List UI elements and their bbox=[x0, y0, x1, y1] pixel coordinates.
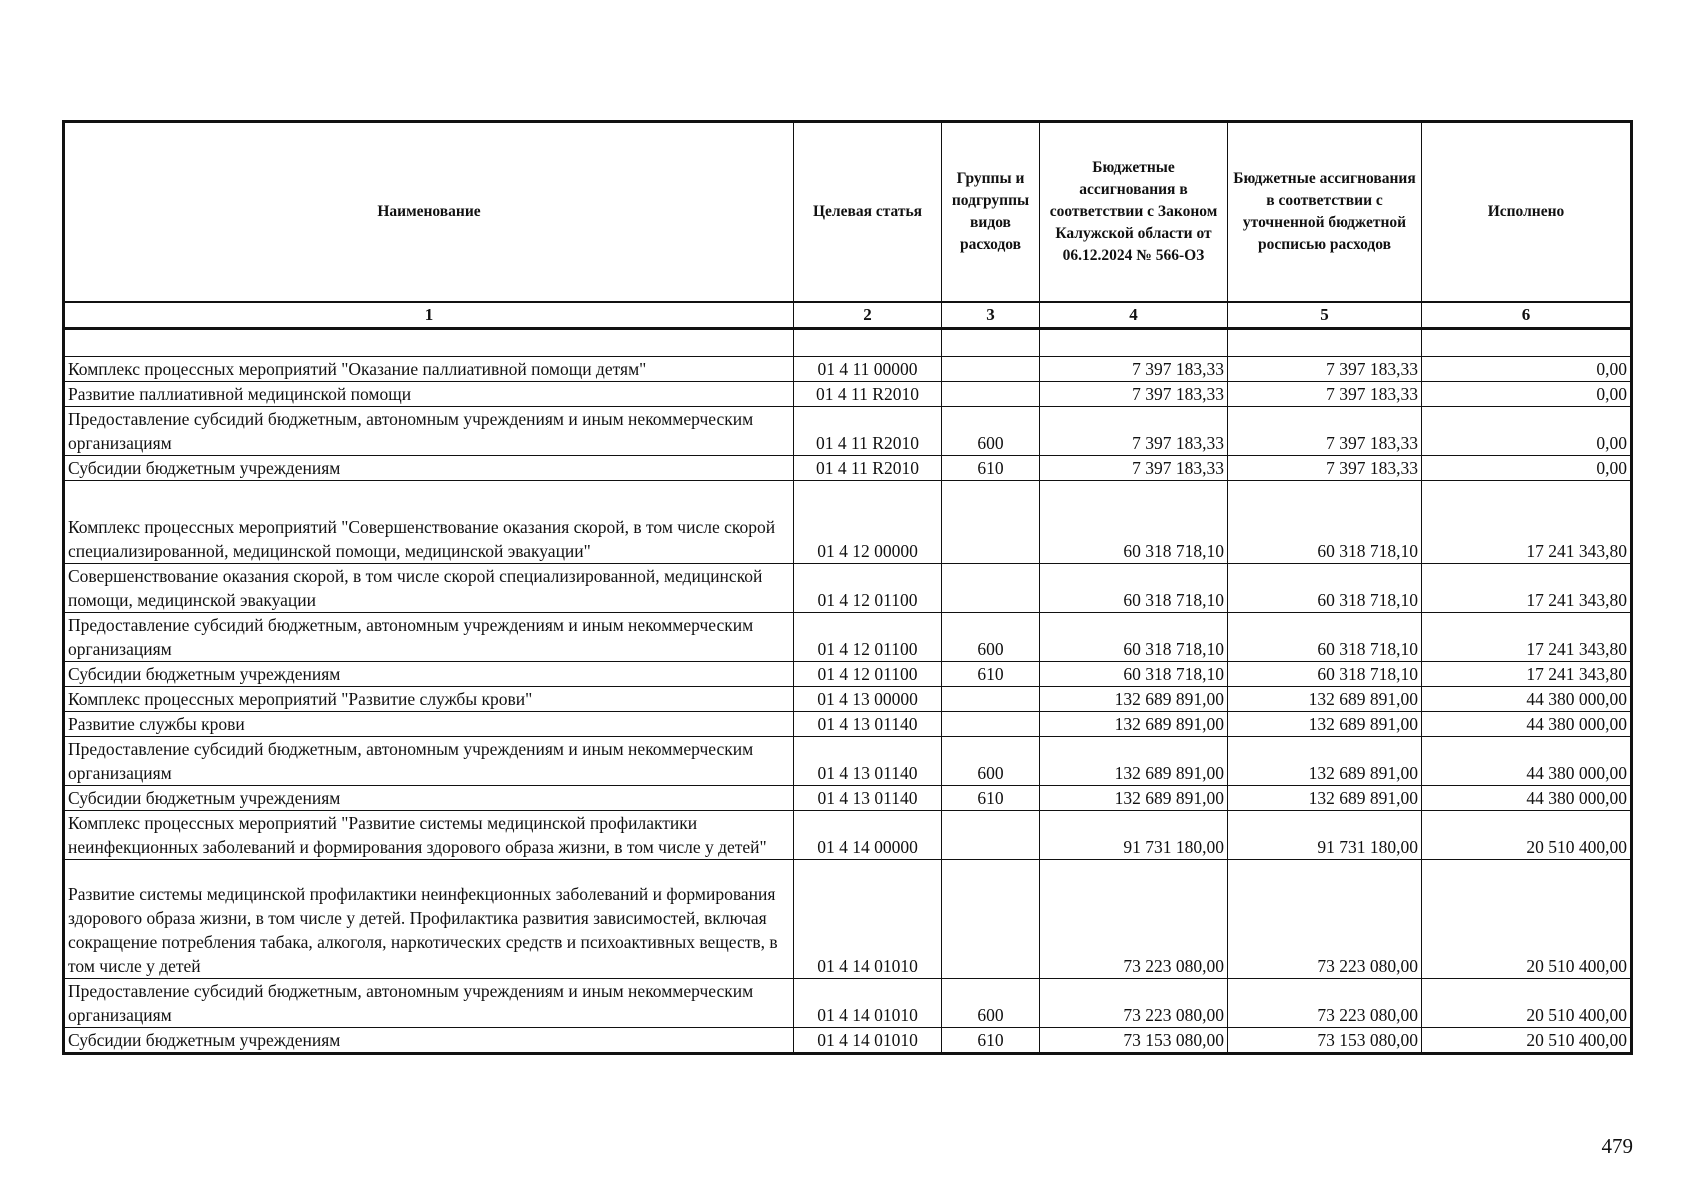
row-executed-amount: 20 510 400,00 bbox=[1422, 1028, 1632, 1054]
row-target-code: 01 4 11 R2010 bbox=[794, 382, 942, 407]
row-law-amount: 60 318 718,10 bbox=[1040, 613, 1228, 662]
row-name: Субсидии бюджетным учреждениям bbox=[64, 1028, 794, 1054]
row-executed-amount: 44 380 000,00 bbox=[1422, 687, 1632, 712]
row-target-code: 01 4 12 01100 bbox=[794, 662, 942, 687]
row-plan-amount: 132 689 891,00 bbox=[1228, 687, 1422, 712]
row-target-code: 01 4 11 00000 bbox=[794, 357, 942, 382]
row-expense-group bbox=[942, 860, 1040, 979]
row-plan-amount: 91 731 180,00 bbox=[1228, 811, 1422, 860]
row-expense-group: 610 bbox=[942, 786, 1040, 811]
row-expense-group: 610 bbox=[942, 456, 1040, 481]
row-expense-group bbox=[942, 811, 1040, 860]
row-plan-amount: 132 689 891,00 bbox=[1228, 737, 1422, 786]
row-executed-amount: 0,00 bbox=[1422, 456, 1632, 481]
row-executed-amount: 17 241 343,80 bbox=[1422, 662, 1632, 687]
row-executed-amount: 0,00 bbox=[1422, 382, 1632, 407]
table-body bbox=[64, 329, 1632, 1054]
row-executed-amount: 20 510 400,00 bbox=[1422, 860, 1632, 979]
row-law-amount: 132 689 891,00 bbox=[1040, 712, 1228, 737]
row-name: Предоставление субсидий бюджетным, автономным учреждениям и иным некоммерческим организациям bbox=[64, 407, 794, 456]
row-executed-amount: 44 380 000,00 bbox=[1422, 786, 1632, 811]
row-executed-amount: 17 241 343,80 bbox=[1422, 564, 1632, 613]
table-row bbox=[64, 860, 1632, 979]
row-plan-amount: 60 318 718,10 bbox=[1228, 564, 1422, 613]
row-plan-amount: 60 318 718,10 bbox=[1228, 662, 1422, 687]
row-executed-amount: 20 510 400,00 bbox=[1422, 811, 1632, 860]
row-executed-amount: 20 510 400,00 bbox=[1422, 979, 1632, 1028]
row-law-amount: 7 397 183,33 bbox=[1040, 382, 1228, 407]
header-name: Наименование bbox=[64, 122, 794, 303]
row-executed-amount: 0,00 bbox=[1422, 407, 1632, 456]
row-plan-amount: 7 397 183,33 bbox=[1228, 456, 1422, 481]
spacer-cell bbox=[1228, 329, 1422, 357]
row-name: Развитие службы крови bbox=[64, 712, 794, 737]
row-expense-group: 600 bbox=[942, 979, 1040, 1028]
row-target-code: 01 4 14 01010 bbox=[794, 1028, 942, 1054]
row-name: Предоставление субсидий бюджетным, автономным учреждениям и иным некоммерческим организациям bbox=[64, 979, 794, 1028]
row-target-code: 01 4 12 01100 bbox=[794, 613, 942, 662]
row-plan-amount: 132 689 891,00 bbox=[1228, 786, 1422, 811]
row-plan-amount: 73 223 080,00 bbox=[1228, 979, 1422, 1028]
row-executed-amount: 44 380 000,00 bbox=[1422, 712, 1632, 737]
row-target-code: 01 4 11 R2010 bbox=[794, 407, 942, 456]
column-number: 4 bbox=[1040, 302, 1228, 329]
table-row bbox=[64, 613, 1632, 662]
table-row bbox=[64, 456, 1632, 481]
row-name: Комплекс процессных мероприятий "Развитие службы крови" bbox=[64, 687, 794, 712]
row-expense-group bbox=[942, 382, 1040, 407]
table-row bbox=[64, 979, 1632, 1028]
table-row bbox=[64, 382, 1632, 407]
row-name: Комплекс процессных мероприятий "Совершенствование оказания скорой, в том числе скорой специализированной, медицинской помощи, медицинской эвакуации" bbox=[64, 481, 794, 564]
table-row bbox=[64, 687, 1632, 712]
row-law-amount: 7 397 183,33 bbox=[1040, 357, 1228, 382]
row-plan-amount: 60 318 718,10 bbox=[1228, 481, 1422, 564]
row-target-code: 01 4 13 01140 bbox=[794, 737, 942, 786]
row-executed-amount: 17 241 343,80 bbox=[1422, 481, 1632, 564]
table-row bbox=[64, 737, 1632, 786]
table-row bbox=[64, 481, 1632, 564]
spacer-cell bbox=[1040, 329, 1228, 357]
column-number: 2 bbox=[794, 302, 942, 329]
row-expense-group: 610 bbox=[942, 662, 1040, 687]
row-target-code: 01 4 14 01010 bbox=[794, 979, 942, 1028]
row-plan-amount: 7 397 183,33 bbox=[1228, 357, 1422, 382]
row-law-amount: 7 397 183,33 bbox=[1040, 407, 1228, 456]
row-executed-amount: 0,00 bbox=[1422, 357, 1632, 382]
row-name: Развитие системы медицинской профилактики неинфекционных заболеваний и формирования здорового образа жизни, в том числе у детей. Профилактика развития зависимостей, включая сокращение потребления табака, алкоголя, наркотических средств и психоактивных веществ, в том числе у детей bbox=[64, 860, 794, 979]
table-row bbox=[64, 564, 1632, 613]
row-name: Субсидии бюджетным учреждениям bbox=[64, 786, 794, 811]
row-plan-amount: 7 397 183,33 bbox=[1228, 382, 1422, 407]
row-plan-amount: 7 397 183,33 bbox=[1228, 407, 1422, 456]
table-header bbox=[64, 122, 1632, 329]
table-row bbox=[64, 357, 1632, 382]
row-target-code: 01 4 14 00000 bbox=[794, 811, 942, 860]
header-expense-groups: Группы и подгруппы видов расходов bbox=[942, 122, 1040, 303]
column-number-row bbox=[64, 302, 1632, 329]
row-expense-group: 600 bbox=[942, 613, 1040, 662]
row-law-amount: 60 318 718,10 bbox=[1040, 564, 1228, 613]
row-plan-amount: 132 689 891,00 bbox=[1228, 712, 1422, 737]
row-law-amount: 132 689 891,00 bbox=[1040, 737, 1228, 786]
row-target-code: 01 4 14 01010 bbox=[794, 860, 942, 979]
page-number: 479 bbox=[1601, 1134, 1633, 1158]
table-row bbox=[64, 662, 1632, 687]
row-law-amount: 60 318 718,10 bbox=[1040, 481, 1228, 564]
row-plan-amount: 60 318 718,10 bbox=[1228, 613, 1422, 662]
row-expense-group bbox=[942, 687, 1040, 712]
row-law-amount: 132 689 891,00 bbox=[1040, 687, 1228, 712]
budget-table bbox=[62, 120, 1633, 1055]
row-law-amount: 73 223 080,00 bbox=[1040, 979, 1228, 1028]
table-row bbox=[64, 786, 1632, 811]
row-plan-amount: 73 223 080,00 bbox=[1228, 860, 1422, 979]
row-name: Комплекс процессных мероприятий "Оказание паллиативной помощи детям" bbox=[64, 357, 794, 382]
row-law-amount: 73 153 080,00 bbox=[1040, 1028, 1228, 1054]
row-name: Субсидии бюджетным учреждениям bbox=[64, 662, 794, 687]
header-target-article: Целевая статья bbox=[794, 122, 942, 303]
table-row bbox=[64, 1028, 1632, 1054]
row-expense-group bbox=[942, 712, 1040, 737]
header-refined-allocations: Бюджетные ассигнования в соответствии с уточненной бюджетной росписью расходов bbox=[1228, 122, 1422, 303]
row-law-amount: 91 731 180,00 bbox=[1040, 811, 1228, 860]
row-target-code: 01 4 12 00000 bbox=[794, 481, 942, 564]
row-expense-group: 600 bbox=[942, 737, 1040, 786]
row-plan-amount: 73 153 080,00 bbox=[1228, 1028, 1422, 1054]
row-law-amount: 73 223 080,00 bbox=[1040, 860, 1228, 979]
row-expense-group: 610 bbox=[942, 1028, 1040, 1054]
row-executed-amount: 44 380 000,00 bbox=[1422, 737, 1632, 786]
row-expense-group: 600 bbox=[942, 407, 1040, 456]
row-expense-group bbox=[942, 357, 1040, 382]
row-executed-amount: 17 241 343,80 bbox=[1422, 613, 1632, 662]
row-law-amount: 60 318 718,10 bbox=[1040, 662, 1228, 687]
row-name: Предоставление субсидий бюджетным, автономным учреждениям и иным некоммерческим организациям bbox=[64, 613, 794, 662]
row-name: Совершенствование оказания скорой, в том числе скорой специализированной, медицинской помощи, медицинской эвакуации bbox=[64, 564, 794, 613]
row-name: Комплекс процессных мероприятий "Развитие системы медицинской профилактики неинфекционных заболеваний и формирования здорового образа жизни, в том числе у детей" bbox=[64, 811, 794, 860]
header-executed: Исполнено bbox=[1422, 122, 1632, 303]
spacer-cell bbox=[942, 329, 1040, 357]
row-name: Развитие паллиативной медицинской помощи bbox=[64, 382, 794, 407]
table-row bbox=[64, 407, 1632, 456]
row-name: Предоставление субсидий бюджетным, автономным учреждениям и иным некоммерческим организациям bbox=[64, 737, 794, 786]
header-law-allocations: Бюджетные ассигнования в соответствии с Законом Калужской области от 06.12.2024 № 566-ОЗ bbox=[1040, 122, 1228, 303]
table-row bbox=[64, 712, 1632, 737]
column-number: 6 bbox=[1422, 302, 1632, 329]
row-expense-group bbox=[942, 564, 1040, 613]
column-number: 5 bbox=[1228, 302, 1422, 329]
row-target-code: 01 4 13 01140 bbox=[794, 786, 942, 811]
table-row bbox=[64, 811, 1632, 860]
row-name: Субсидии бюджетным учреждениям bbox=[64, 456, 794, 481]
row-target-code: 01 4 11 R2010 bbox=[794, 456, 942, 481]
column-number: 1 bbox=[64, 302, 794, 329]
column-number: 3 bbox=[942, 302, 1040, 329]
row-target-code: 01 4 13 00000 bbox=[794, 687, 942, 712]
spacer-row bbox=[64, 329, 1632, 357]
spacer-cell bbox=[64, 329, 794, 357]
row-law-amount: 7 397 183,33 bbox=[1040, 456, 1228, 481]
row-target-code: 01 4 13 01140 bbox=[794, 712, 942, 737]
row-expense-group bbox=[942, 481, 1040, 564]
spacer-cell bbox=[794, 329, 942, 357]
spacer-cell bbox=[1422, 329, 1632, 357]
row-law-amount: 132 689 891,00 bbox=[1040, 786, 1228, 811]
row-target-code: 01 4 12 01100 bbox=[794, 564, 942, 613]
